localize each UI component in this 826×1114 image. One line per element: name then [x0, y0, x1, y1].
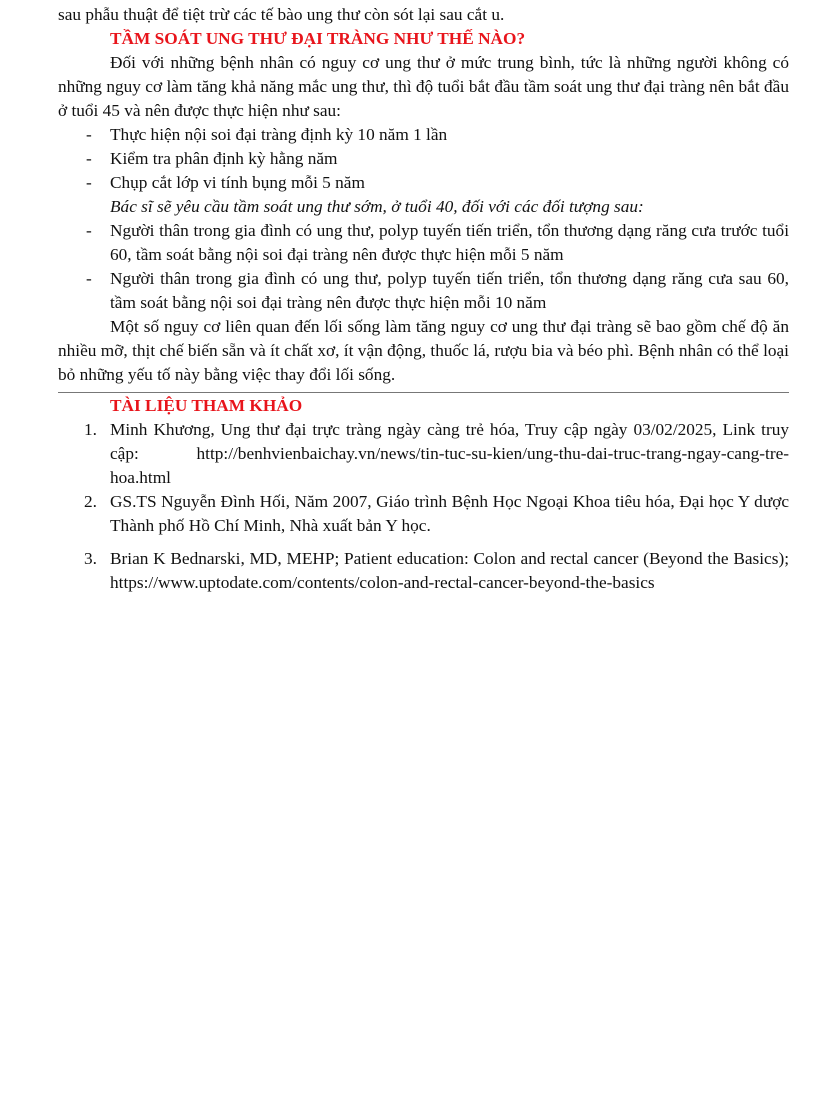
screening-intro: Đối với những bệnh nhân có nguy cơ ung thư ở mức trung bình, tức là những người không có những nguy cơ làm tăng khả năng mắc ung thư, thì độ tuổi bắt đầu tầm soát ung thư đại tràng nên bắt đầu ở tuổi 45 và nên được thực hiện như sau:	[58, 53, 789, 120]
continuation-text: sau phẫu thuật để tiệt trừ các tế bào ung thư còn sót lại sau cắt u.	[58, 5, 505, 24]
references-heading: TÀI LIỆU THAM KHẢO	[110, 396, 303, 415]
lifestyle-paragraph: Một số nguy cơ liên quan đến lối sống làm tăng nguy cơ ung thư đại tràng sẽ bao gồm chế độ ăn nhiều mỡ, thịt chế biến sẵn và ít chất xơ, ít vận động, thuốc lá, rượu bia và béo phì. Bệnh nhân có thể loại bỏ những yếu tố này bằng việc thay đổi lối sống.	[58, 317, 789, 384]
list-item: - Người thân trong gia đình có ung thư, polyp tuyến tiến triển, tổn thương dạng răng cưa trước tuổi 60, tầm soát bằng nội soi đại tràng nên được thực hiện mỗi 5 năm	[86, 221, 789, 264]
list-item: - Người thân trong gia đình có ung thư, polyp tuyến tiến triển, tổn thương dạng răng cưa sau 60, tầm soát bằng nội soi đại tràng nên được thực hiện mỗi 10 năm	[86, 269, 789, 312]
reference-item: 3. Brian K Bednarski, MD, MEHP; Patient education: Colon and rectal cancer (Beyond the Basics); https://www.uptodate.com/contents/colon-and-rectal-cancer-beyond-the-basics	[84, 549, 789, 592]
document-page	[58, 3, 789, 595]
early-screening-note: Bác sĩ sẽ yêu cầu tầm soát ung thư sớm, ở tuổi 40, đối với các đối tượng sau:	[110, 197, 644, 216]
references-list	[58, 418, 789, 595]
divider	[58, 392, 789, 393]
reference-item: 2. GS.TS Nguyễn Đình Hối, Năm 2007, Giáo trình Bệnh Học Ngoại Khoa tiêu hóa, Đại học Y dược Thành phố Hồ Chí Minh, Nhà xuất bản Y học.	[84, 492, 789, 535]
list-item: - Kiểm tra phân định kỳ hằng năm	[86, 149, 338, 168]
section-heading-screening: TẦM SOÁT UNG THƯ ĐẠI TRÀNG NHƯ THẾ NÀO?	[110, 29, 526, 48]
list-item: - Thực hiện nội soi đại tràng định kỳ 10 năm 1 lần	[86, 125, 448, 144]
list-item: - Chụp cắt lớp vi tính bụng mỗi 5 năm	[86, 173, 365, 192]
reference-item: 1. Minh Khương, Ung thư đại trực tràng ngày càng trẻ hóa, Truy cập ngày 03/02/2025, Link truy cập: http://benhvienbaichay.vn/news/tin-tuc-su-kien/ung-thu-dai-truc-trang-ngay-cang-tre-hoa.html	[84, 420, 789, 487]
